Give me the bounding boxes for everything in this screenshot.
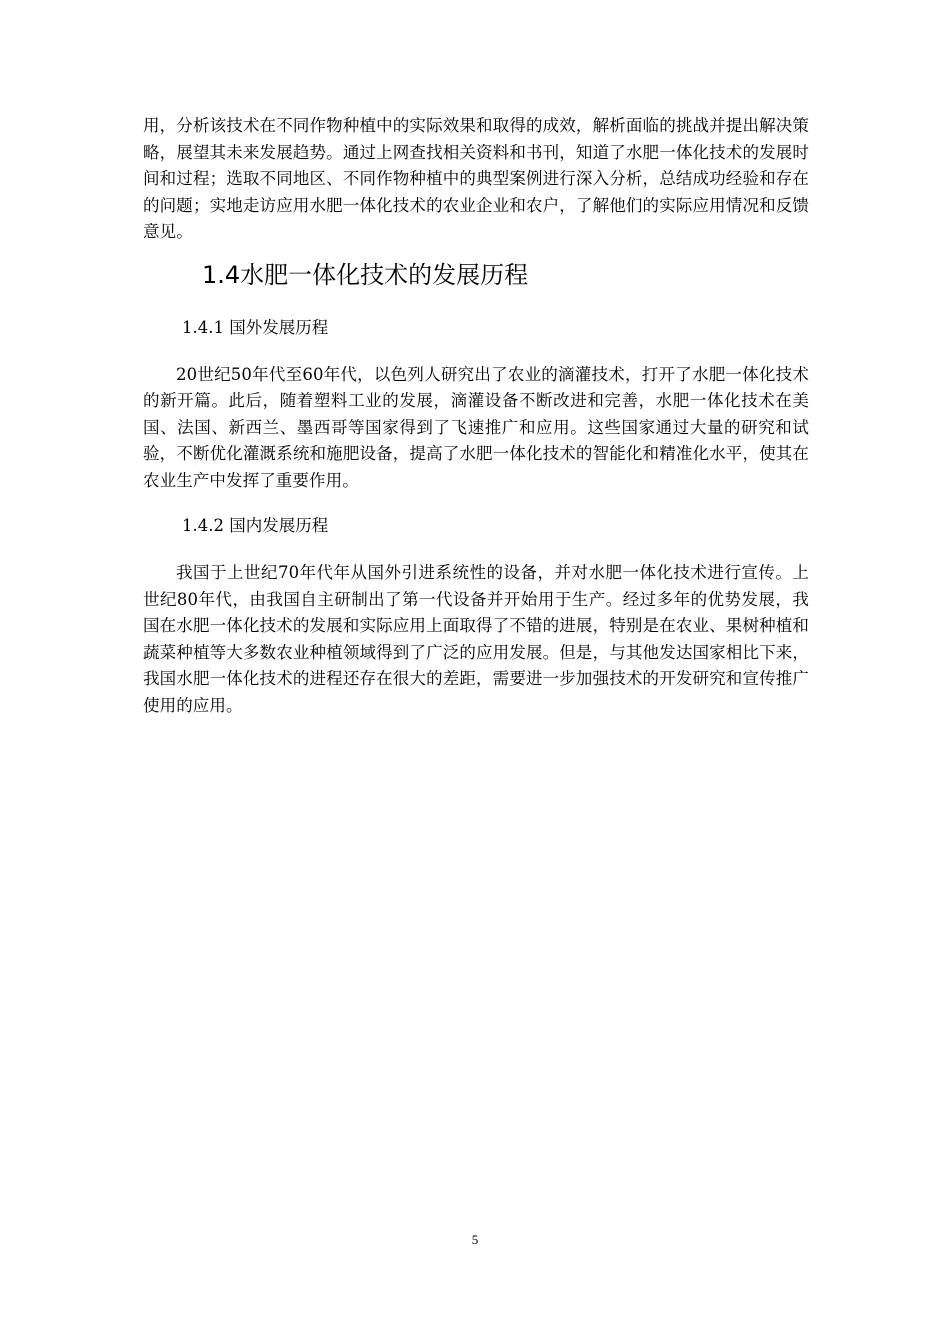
subsection-heading-domestic: 1.4.2 国内发展历程	[182, 516, 329, 535]
domestic-history-paragraph: 我国于上世纪70年代年从国外引进系统性的设备，并对水肥一体化技术进行宣传。上世纪80年代，由我国自主研制出了第一代设备并开始用于生产。经过多年的优势发展，我国在水肥一体化技术的发展和实际应用上面取得了不错的进展，特别是在农业、果树种植和蔬菜种植等大多数农业种植领域得到了广泛的应用发展。但是，与其他发达国家相比下来，我国水肥一体化技术的进程还存在很大的差距，需要进一步加强技术的开发研究和宣传推广使用的应用。	[143, 563, 809, 715]
section-heading: 1.4水肥一体化技术的发展历程	[202, 260, 529, 289]
page-number: 5	[471, 1232, 479, 1247]
page-content	[143, 113, 809, 719]
foreign-history-paragraph: 20世纪50年代至60年代，以色列人研究出了农业的滴灌技术，打开了水肥一体化技术的新开篇。此后，随着塑料工业的发展，滴灌设备不断改进和完善，水肥一体化技术在美国、法国、新西兰、墨西哥等国家得到了飞速推广和应用。这些国家通过大量的研究和试验，不断优化灌溉系统和施肥设备，提高了水肥一体化技术的智能化和精准化水平，使其在农业生产中发挥了重要作用。	[143, 364, 809, 490]
subsection-heading-foreign: 1.4.1 国外发展历程	[182, 317, 329, 337]
intro-paragraph: 用，分析该技术在不同作物种植中的实际效果和取得的成效，解析面临的挑战并提出解决策略，展望其未来发展趋势。通过上网查找相关资料和书刊，知道了水肥一体化技术的发展时间和过程；选取不同地区、不同作物种植中的典型案例进行深入分析，总结成功经验和存在的问题；实地走访应用水肥一体化技术的农业企业和农户，了解他们的实际应用情况和反馈意见。	[143, 116, 809, 241]
